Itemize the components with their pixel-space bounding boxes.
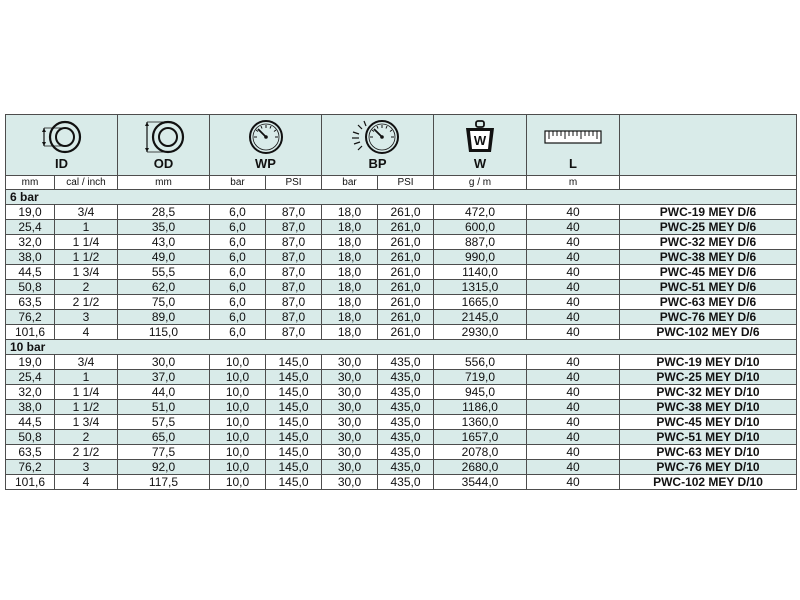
section-header-row (6, 190, 797, 205)
product-code-cell: PWC-32 MEY D/10 (620, 385, 797, 400)
product-code-cell: PWC-63 MEY D/6 (620, 295, 797, 310)
bp-bar-cell: 30,0 (322, 400, 378, 415)
unit-cell: PSI (378, 176, 434, 190)
length-cell: 40 (527, 445, 620, 460)
product-code-cell: PWC-38 MEY D/10 (620, 400, 797, 415)
weight-cell: 2145,0 (434, 310, 527, 325)
unit-cell: PSI (266, 176, 322, 190)
id-inch-cell: 1 (55, 220, 118, 235)
length-cell: 40 (527, 400, 620, 415)
wp-bar-cell: 10,0 (210, 355, 266, 370)
wp-psi-cell: 145,0 (266, 460, 322, 475)
weight-cell: 2930,0 (434, 325, 527, 340)
length-cell: 40 (527, 370, 620, 385)
od-mm-cell: 30,0 (118, 355, 210, 370)
id-mm-cell: 50,8 (6, 430, 55, 445)
pressure-gauge-icon (244, 119, 288, 155)
bp-bar-cell: 18,0 (322, 220, 378, 235)
id-inch-cell: 2 1/2 (55, 295, 118, 310)
bp-psi-cell: 261,0 (378, 295, 434, 310)
wp-bar-cell: 10,0 (210, 445, 266, 460)
wp-bar-cell: 6,0 (210, 325, 266, 340)
bp-psi-cell: 435,0 (378, 385, 434, 400)
id-inch-cell: 4 (55, 475, 118, 490)
product-code-cell: PWC-32 MEY D/6 (620, 235, 797, 250)
weight-cell: 945,0 (434, 385, 527, 400)
od-mm-cell: 115,0 (118, 325, 210, 340)
section-title: 10 bar (6, 340, 797, 355)
table-body (6, 115, 797, 490)
product-code-cell: PWC-76 MEY D/10 (620, 460, 797, 475)
wp-bar-cell: 6,0 (210, 235, 266, 250)
weight-cell: 1657,0 (434, 430, 527, 445)
wp-psi-cell: 87,0 (266, 250, 322, 265)
od-mm-cell: 51,0 (118, 400, 210, 415)
wp-bar-cell: 6,0 (210, 295, 266, 310)
product-code-cell: PWC-51 MEY D/10 (620, 430, 797, 445)
table-row (6, 295, 797, 310)
blank-header (620, 115, 797, 176)
bp-bar-cell: 30,0 (322, 430, 378, 445)
units-row (6, 176, 797, 190)
weight-cell: 2078,0 (434, 445, 527, 460)
id-mm-cell: 63,5 (6, 295, 55, 310)
id-mm-cell: 50,8 (6, 280, 55, 295)
id-inch-cell: 1 1/2 (55, 250, 118, 265)
bp-bar-cell: 18,0 (322, 205, 378, 220)
product-code-cell: PWC-19 MEY D/6 (620, 205, 797, 220)
od-mm-cell: 92,0 (118, 460, 210, 475)
od-mm-cell: 49,0 (118, 250, 210, 265)
weight-cell: 887,0 (434, 235, 527, 250)
table-row (6, 400, 797, 415)
length-cell: 40 (527, 220, 620, 235)
id-mm-cell: 76,2 (6, 460, 55, 475)
unit-cell: mm (6, 176, 55, 190)
bp-bar-cell: 18,0 (322, 280, 378, 295)
table-row (6, 205, 797, 220)
weight-cell: 1140,0 (434, 265, 527, 280)
table-row (6, 445, 797, 460)
id-inch-cell: 1 3/4 (55, 265, 118, 280)
bp-header (322, 115, 434, 176)
bp-bar-cell: 30,0 (322, 415, 378, 430)
weight-cell: 990,0 (434, 250, 527, 265)
od-mm-cell: 55,5 (118, 265, 210, 280)
wp-bar-cell: 6,0 (210, 220, 266, 235)
bp-bar-cell: 18,0 (322, 265, 378, 280)
unit-cell: cal / inch (55, 176, 118, 190)
product-code-cell: PWC-25 MEY D/10 (620, 370, 797, 385)
bp-psi-cell: 261,0 (378, 310, 434, 325)
product-code-cell: PWC-102 MEY D/10 (620, 475, 797, 490)
od-mm-cell: 57,5 (118, 415, 210, 430)
length-cell: 40 (527, 265, 620, 280)
bp-psi-cell: 261,0 (378, 325, 434, 340)
unit-cell: bar (210, 176, 266, 190)
bp-bar-cell: 18,0 (322, 310, 378, 325)
table-row (6, 370, 797, 385)
bp-bar-cell: 30,0 (322, 460, 378, 475)
od-mm-cell: 35,0 (118, 220, 210, 235)
table-row (6, 415, 797, 430)
id-inch-cell: 1 1/4 (55, 385, 118, 400)
table-row (6, 385, 797, 400)
id-inch-cell: 3/4 (55, 205, 118, 220)
id-mm-cell: 32,0 (6, 235, 55, 250)
id-inch-cell: 2 (55, 430, 118, 445)
l-label: L (569, 156, 577, 171)
wp-psi-cell: 145,0 (266, 400, 322, 415)
bp-bar-cell: 30,0 (322, 475, 378, 490)
weight-cell: 3544,0 (434, 475, 527, 490)
table-row (6, 430, 797, 445)
hose-spec-table (5, 114, 797, 490)
table-row (6, 310, 797, 325)
id-mm-cell: 38,0 (6, 400, 55, 415)
weight-cell: 1315,0 (434, 280, 527, 295)
od-mm-cell: 77,5 (118, 445, 210, 460)
id-mm-cell: 19,0 (6, 205, 55, 220)
id-inch-cell: 3/4 (55, 355, 118, 370)
bp-psi-cell: 261,0 (378, 280, 434, 295)
unit-cell (620, 176, 797, 190)
od-mm-cell: 89,0 (118, 310, 210, 325)
table-row (6, 280, 797, 295)
length-cell: 40 (527, 235, 620, 250)
bp-bar-cell: 30,0 (322, 385, 378, 400)
weight-icon-letter: W (473, 133, 487, 148)
product-code-cell: PWC-102 MEY D/6 (620, 325, 797, 340)
bp-bar-cell: 30,0 (322, 445, 378, 460)
wp-bar-cell: 6,0 (210, 250, 266, 265)
length-cell: 40 (527, 250, 620, 265)
bp-label: BP (368, 156, 387, 171)
wp-psi-cell: 87,0 (266, 310, 322, 325)
table-row (6, 265, 797, 280)
wp-bar-cell: 6,0 (210, 280, 266, 295)
section-header-row (6, 340, 797, 355)
id-label: ID (55, 156, 68, 171)
bp-bar-cell: 30,0 (322, 370, 378, 385)
od-mm-cell: 65,0 (118, 430, 210, 445)
wp-psi-cell: 145,0 (266, 370, 322, 385)
bp-bar-cell: 18,0 (322, 325, 378, 340)
id-inch-cell: 3 (55, 460, 118, 475)
wp-bar-cell: 10,0 (210, 400, 266, 415)
id-mm-cell: 32,0 (6, 385, 55, 400)
id-header (6, 115, 118, 176)
bp-psi-cell: 261,0 (378, 250, 434, 265)
wp-psi-cell: 87,0 (266, 280, 322, 295)
id-inch-cell: 4 (55, 325, 118, 340)
bp-psi-cell: 435,0 (378, 445, 434, 460)
table-row (6, 355, 797, 370)
burst-gauge-icon (350, 119, 406, 155)
id-mm-cell: 19,0 (6, 355, 55, 370)
wp-psi-cell: 145,0 (266, 445, 322, 460)
weight-icon (462, 119, 498, 155)
id-mm-cell: 25,4 (6, 220, 55, 235)
ruler-icon (543, 119, 603, 155)
wp-psi-cell: 87,0 (266, 220, 322, 235)
header-icon-row (6, 115, 797, 176)
table-row (6, 460, 797, 475)
length-cell: 40 (527, 295, 620, 310)
bp-bar-cell: 18,0 (322, 235, 378, 250)
od-mm-cell: 117,5 (118, 475, 210, 490)
wp-bar-cell: 10,0 (210, 430, 266, 445)
wp-psi-cell: 87,0 (266, 325, 322, 340)
unit-cell: bar (322, 176, 378, 190)
length-cell: 40 (527, 475, 620, 490)
product-code-cell: PWC-51 MEY D/6 (620, 280, 797, 295)
id-inch-cell: 1 1/4 (55, 235, 118, 250)
id-inch-cell: 2 (55, 280, 118, 295)
wp-psi-cell: 145,0 (266, 415, 322, 430)
od-header (118, 115, 210, 176)
bp-psi-cell: 435,0 (378, 475, 434, 490)
l-header (527, 115, 620, 176)
length-cell: 40 (527, 325, 620, 340)
unit-cell: g / m (434, 176, 527, 190)
wp-psi-cell: 87,0 (266, 295, 322, 310)
wp-bar-cell: 10,0 (210, 370, 266, 385)
id-inch-cell: 1 1/2 (55, 400, 118, 415)
product-code-cell: PWC-45 MEY D/10 (620, 415, 797, 430)
unit-cell: mm (118, 176, 210, 190)
wp-psi-cell: 145,0 (266, 355, 322, 370)
weight-cell: 2680,0 (434, 460, 527, 475)
length-cell: 40 (527, 430, 620, 445)
weight-cell: 472,0 (434, 205, 527, 220)
bp-psi-cell: 435,0 (378, 370, 434, 385)
length-cell: 40 (527, 415, 620, 430)
length-cell: 40 (527, 385, 620, 400)
od-mm-cell: 28,5 (118, 205, 210, 220)
weight-cell: 600,0 (434, 220, 527, 235)
weight-cell: 1665,0 (434, 295, 527, 310)
weight-cell: 719,0 (434, 370, 527, 385)
wp-bar-cell: 6,0 (210, 265, 266, 280)
bp-psi-cell: 261,0 (378, 205, 434, 220)
wp-bar-cell: 10,0 (210, 475, 266, 490)
wp-psi-cell: 87,0 (266, 205, 322, 220)
wp-bar-cell: 10,0 (210, 415, 266, 430)
wp-header (210, 115, 322, 176)
bp-psi-cell: 261,0 (378, 235, 434, 250)
od-mm-cell: 62,0 (118, 280, 210, 295)
wp-psi-cell: 145,0 (266, 430, 322, 445)
pipe-outer-diameter-icon (136, 119, 192, 155)
wp-psi-cell: 87,0 (266, 235, 322, 250)
od-mm-cell: 44,0 (118, 385, 210, 400)
weight-cell: 556,0 (434, 355, 527, 370)
id-inch-cell: 3 (55, 310, 118, 325)
w-header (434, 115, 527, 176)
wp-bar-cell: 6,0 (210, 310, 266, 325)
id-mm-cell: 76,2 (6, 310, 55, 325)
id-inch-cell: 1 (55, 370, 118, 385)
length-cell: 40 (527, 460, 620, 475)
bp-psi-cell: 435,0 (378, 355, 434, 370)
bp-psi-cell: 435,0 (378, 460, 434, 475)
id-mm-cell: 25,4 (6, 370, 55, 385)
bp-psi-cell: 261,0 (378, 265, 434, 280)
section-title: 6 bar (6, 190, 797, 205)
w-label: W (473, 156, 487, 171)
wp-bar-cell: 10,0 (210, 460, 266, 475)
length-cell: 40 (527, 355, 620, 370)
pipe-inner-diameter-icon (37, 119, 87, 155)
product-code-cell: PWC-25 MEY D/6 (620, 220, 797, 235)
product-code-cell: PWC-45 MEY D/6 (620, 265, 797, 280)
id-mm-cell: 101,6 (6, 325, 55, 340)
bp-bar-cell: 30,0 (322, 355, 378, 370)
od-mm-cell: 75,0 (118, 295, 210, 310)
weight-cell: 1186,0 (434, 400, 527, 415)
product-code-cell: PWC-63 MEY D/10 (620, 445, 797, 460)
weight-cell: 1360,0 (434, 415, 527, 430)
id-mm-cell: 44,5 (6, 265, 55, 280)
product-code-cell: PWC-76 MEY D/6 (620, 310, 797, 325)
length-cell: 40 (527, 280, 620, 295)
bp-bar-cell: 18,0 (322, 250, 378, 265)
bp-psi-cell: 435,0 (378, 400, 434, 415)
id-inch-cell: 1 3/4 (55, 415, 118, 430)
wp-label: WP (255, 156, 276, 171)
id-inch-cell: 2 1/2 (55, 445, 118, 460)
wp-bar-cell: 6,0 (210, 205, 266, 220)
wp-psi-cell: 145,0 (266, 385, 322, 400)
unit-cell: m (527, 176, 620, 190)
od-mm-cell: 37,0 (118, 370, 210, 385)
table-row (6, 250, 797, 265)
bp-psi-cell: 261,0 (378, 220, 434, 235)
table-row (6, 235, 797, 250)
table-row (6, 325, 797, 340)
length-cell: 40 (527, 310, 620, 325)
length-cell: 40 (527, 205, 620, 220)
id-mm-cell: 63,5 (6, 445, 55, 460)
id-mm-cell: 44,5 (6, 415, 55, 430)
wp-psi-cell: 145,0 (266, 475, 322, 490)
od-label: OD (153, 156, 174, 171)
product-code-cell: PWC-19 MEY D/10 (620, 355, 797, 370)
product-code-cell: PWC-38 MEY D/6 (620, 250, 797, 265)
bp-bar-cell: 18,0 (322, 295, 378, 310)
wp-psi-cell: 87,0 (266, 265, 322, 280)
od-mm-cell: 43,0 (118, 235, 210, 250)
bp-psi-cell: 435,0 (378, 415, 434, 430)
table-row (6, 220, 797, 235)
id-mm-cell: 38,0 (6, 250, 55, 265)
wp-bar-cell: 10,0 (210, 385, 266, 400)
bp-psi-cell: 435,0 (378, 430, 434, 445)
id-mm-cell: 101,6 (6, 475, 55, 490)
table-row (6, 475, 797, 490)
